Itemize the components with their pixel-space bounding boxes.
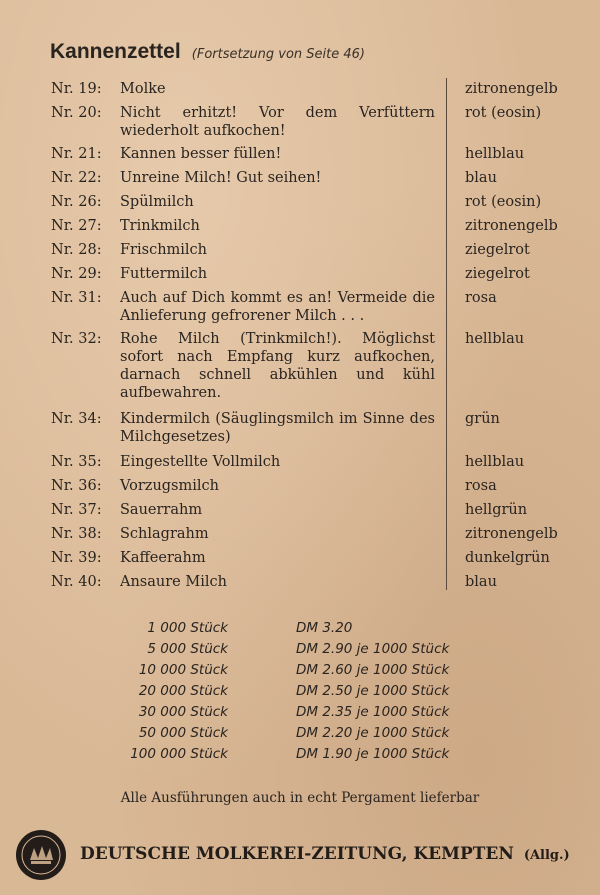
entry-color: zitronengelb [465,81,558,97]
entry-color: zitronengelb [465,526,558,542]
entry-number: Nr. 34: [51,411,102,427]
entry-number: Nr. 32: [51,331,102,347]
entry-text: Vorzugsmilch [120,478,219,494]
price-value: DM 2.35 je 1000 Stück [296,704,450,720]
column-divider [446,78,447,590]
entry-number: Nr. 20: [51,105,102,121]
entry-color: grün [465,411,500,427]
entry-number: Nr. 40: [51,574,102,590]
entry-color: rot (eosin) [465,194,542,210]
entry-color: rosa [465,478,497,494]
entry-color: hellgrün [465,502,528,518]
title-text: Kannenzettel [50,40,181,63]
entry-text: Sauerrahm [120,502,203,518]
entry-color: ziegelrot [465,242,530,258]
price-row [0,662,600,683]
price-quantity: 1 000 Stück [147,620,228,636]
entry-text: Rohe Milch (Trinkmilch!). Möglichst sofort nach Empfang kurz aufkochen, darnach schnell abkühlen und kühl aufbewahren. [120,331,435,401]
publisher-seal-icon [16,830,66,880]
entry-number: Nr. 21: [51,146,102,162]
publisher-location: (Allg.) [523,848,570,863]
price-value: DM 2.50 je 1000 Stück [296,683,450,699]
entry-color: hellblau [465,146,525,162]
entry-color: rosa [465,290,497,306]
entry-text: Schlagrahm [120,526,209,542]
entry-text: Molke [120,81,166,97]
entry-color: zitronengelb [465,218,558,234]
price-quantity: 5 000 Stück [147,641,228,657]
entry-text: Ansaure Milch [120,574,227,590]
publisher-name [80,844,570,864]
publisher-footer [16,830,596,880]
entry-color: dunkelgrün [465,550,550,566]
entry-number: Nr. 27: [51,218,102,234]
price-quantity: 50 000 Stück [138,725,228,741]
entry-text: Kindermilch (Säuglingsmilch im Sinne des Milchgesetzes) [120,411,435,445]
price-row [0,683,600,704]
entry-color: ziegelrot [465,266,530,282]
entry-text: Spülmilch [120,194,194,210]
publisher-title: DEUTSCHE MOLKEREI-ZEITUNG, KEMPTEN [80,844,514,864]
price-quantity: 100 000 Stück [130,746,228,762]
entry-number: Nr. 26: [51,194,102,210]
price-row [0,641,600,662]
entry-number: Nr. 35: [51,454,102,470]
entry-number: Nr. 31: [51,290,102,306]
entry-text: Kaffeerahm [120,550,206,566]
entry-text: Eingestellte Vollmilch [120,454,281,470]
entry-color: rot (eosin) [465,105,542,121]
entry-number: Nr. 29: [51,266,102,282]
pergament-note: Alle Ausführungen auch in echt Pergament lieferbar [120,790,480,806]
entry-color: blau [465,170,497,186]
entry-text: Trinkmilch [120,218,200,234]
entry-text: Auch auf Dich kommt es an! Vermeide die Anlieferung gefrorener Milch . . . [120,290,435,324]
price-quantity: 10 000 Stück [138,662,228,678]
entry-number: Nr. 38: [51,526,102,542]
subtitle-text: (Fortsetzung von Seite 46) [191,47,366,62]
entry-color: hellblau [465,454,525,470]
price-row [0,746,600,767]
entry-color: hellblau [465,331,525,347]
price-row [0,620,600,641]
price-value: DM 2.90 je 1000 Stück [296,641,450,657]
entry-text: Frischmilch [120,242,208,258]
price-row [0,725,600,746]
entry-number: Nr. 37: [51,502,102,518]
price-value: DM 1.90 je 1000 Stück [296,746,450,762]
price-quantity: 30 000 Stück [138,704,228,720]
entry-number: Nr. 28: [51,242,102,258]
entry-text: Futtermilch [120,266,208,282]
price-value: DM 2.60 je 1000 Stück [296,662,450,678]
page-title [50,40,365,64]
price-quantity: 20 000 Stück [138,683,228,699]
entry-text: Kannen besser füllen! [120,146,282,162]
entry-text: Nicht erhitzt! Vor dem Verfüttern wiederholt aufkochen! [120,105,435,139]
entry-text: Unreine Milch! Gut seihen! [120,170,322,186]
entry-number: Nr. 39: [51,550,102,566]
entry-color: blau [465,574,497,590]
price-value: DM 3.20 [296,620,353,636]
entry-number: Nr. 36: [51,478,102,494]
entry-number: Nr. 19: [51,81,102,97]
price-value: DM 2.20 je 1000 Stück [296,725,450,741]
price-row [0,704,600,725]
entry-number: Nr. 22: [51,170,102,186]
